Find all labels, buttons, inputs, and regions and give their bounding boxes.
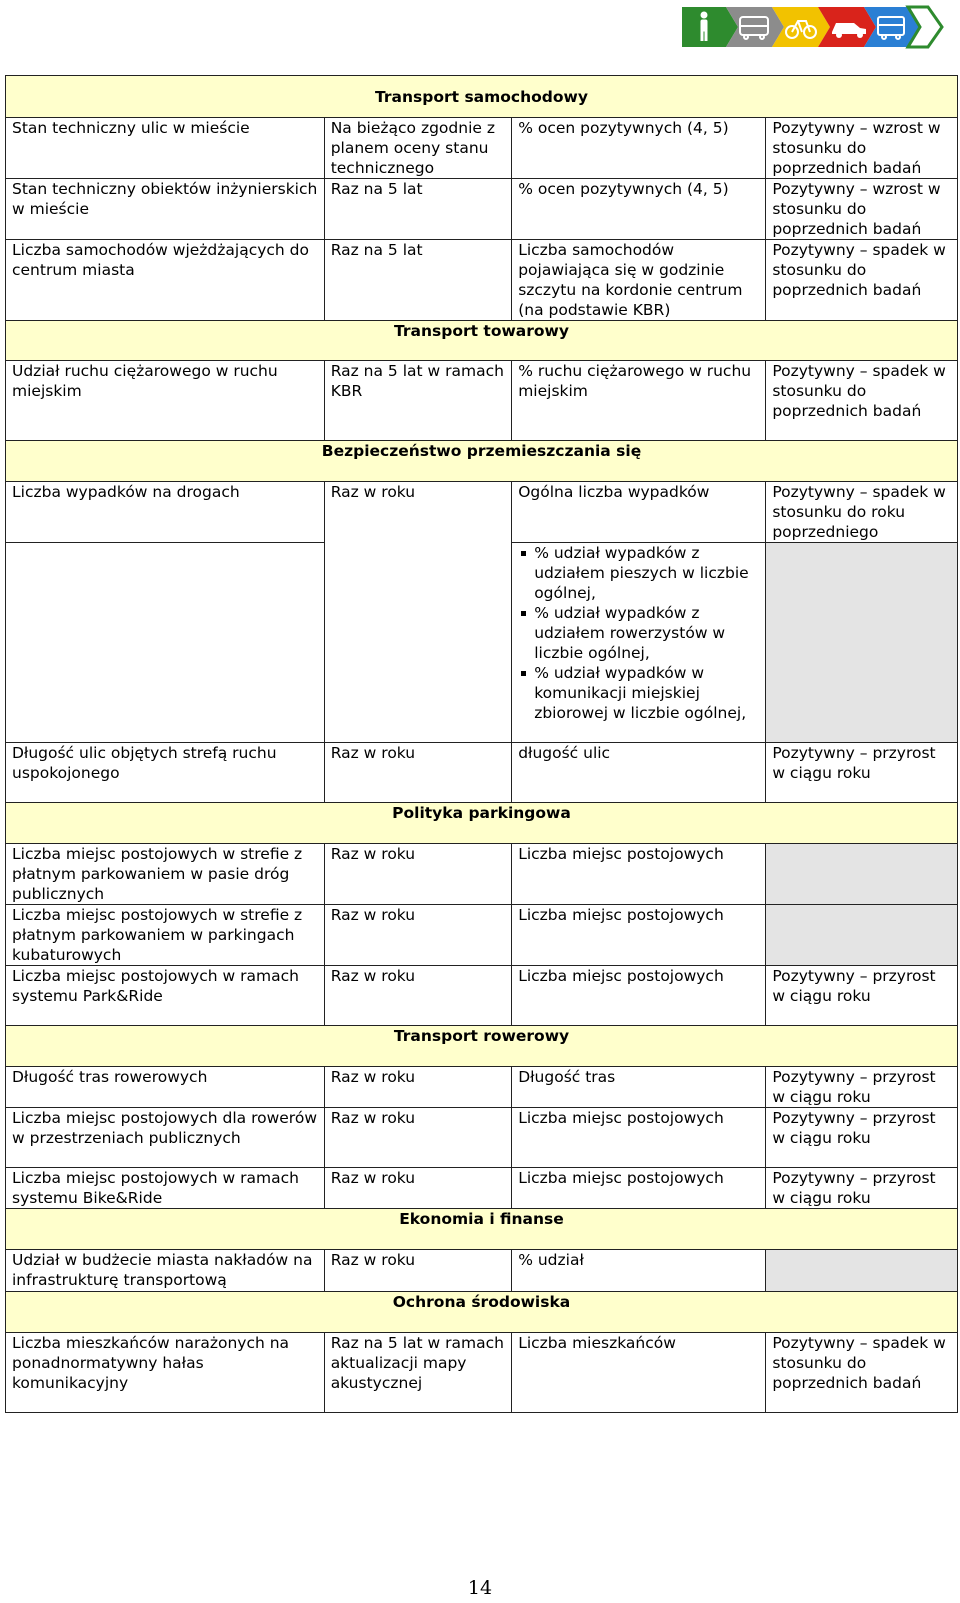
frequency-cell: Raz na 5 lat [324, 240, 512, 321]
trend-cell: Pozytywny – spadek w stosunku do poprzednich badań [766, 240, 958, 321]
accident-share-list [518, 543, 759, 723]
table-row [6, 1250, 958, 1292]
trend-cell: Pozytywny – wzrost w stosunku do poprzednich badań [766, 179, 958, 240]
indicator-cell: Liczba miejsc postojowych w strefie z płatnym parkowaniem w parkingach kubaturowych [6, 905, 325, 966]
measure-cell: Liczba mieszkańców [512, 1333, 766, 1413]
indicator-cell: Liczba miejsc postojowych w strefie z płatnym parkowaniem w pasie dróg publicznych [6, 844, 325, 905]
indicator-cell: Stan techniczny obiektów inżynierskich w mieście [6, 179, 325, 240]
section-header-bike-transport: Transport rowerowy [6, 1026, 958, 1067]
section-header-parking-policy: Polityka parkingowa [6, 803, 958, 844]
table-row [6, 966, 958, 1026]
table-row [6, 905, 958, 966]
indicator-cell: Stan techniczny ulic w mieście [6, 118, 325, 179]
frequency-cell: Raz w roku [324, 743, 512, 803]
table-row [6, 118, 958, 179]
indicator-cell: Liczba miejsc postojowych dla rowerów w przestrzeniach publicznych [6, 1108, 325, 1168]
frequency-cell: Raz w roku [324, 1108, 512, 1168]
table-row [6, 1333, 958, 1413]
table-row [6, 179, 958, 240]
measure-cell: Liczba miejsc postojowych [512, 1108, 766, 1168]
frequency-cell: Raz na 5 lat w ramach aktualizacji mapy akustycznej [324, 1333, 512, 1413]
table-row [6, 1168, 958, 1209]
measure-cell: Liczba miejsc postojowych [512, 905, 766, 966]
frequency-cell: Na bieżąco zgodnie z planem oceny stanu technicznego [324, 118, 512, 179]
measure-cell: Liczba miejsc postojowych [512, 966, 766, 1026]
indicator-cell: Liczba wypadków na drogach [6, 482, 325, 543]
frequency-cell: Raz w roku [324, 482, 512, 743]
measure-cell: % ruchu ciężarowego w ruchu miejskim [512, 361, 766, 441]
table-row [6, 1067, 958, 1108]
page-number: 14 [467, 1577, 493, 1599]
indicators-table [5, 75, 958, 1413]
list-item: % udział wypadków z udziałem rowerzystów w liczbie ogólnej, [534, 603, 759, 663]
frequency-cell: Raz w roku [324, 1250, 512, 1292]
trend-cell: Pozytywny – spadek w stosunku do poprzednich badań [766, 1333, 958, 1413]
frequency-cell: Raz w roku [324, 844, 512, 905]
section-header-environment: Ochrona środowiska [6, 1292, 958, 1333]
measure-cell: Liczba miejsc postojowych [512, 1168, 766, 1209]
frequency-cell: Raz w roku [324, 1067, 512, 1108]
table-row [6, 361, 958, 441]
table-row [6, 844, 958, 905]
list-item: % udział wypadków w komunikacji miejskiej zbiorowej w liczbie ogólnej, [534, 663, 759, 723]
transport-modes-logo [682, 4, 944, 50]
indicator-cell: Udział ruchu ciężarowego w ruchu miejskim [6, 361, 325, 441]
trend-cell: Pozytywny – spadek w stosunku do poprzednich badań [766, 361, 958, 441]
measure-cell: Długość tras [512, 1067, 766, 1108]
trend-cell-empty [766, 1250, 958, 1292]
trend-cell: Pozytywny – wzrost w stosunku do poprzednich badań [766, 118, 958, 179]
trend-cell-empty [766, 905, 958, 966]
indicator-cell: Liczba miejsc postojowych w ramach systemu Bike&Ride [6, 1168, 325, 1209]
table-row [6, 240, 958, 321]
trend-cell-empty [766, 844, 958, 905]
table-row [6, 1108, 958, 1168]
measure-cell: Ogólna liczba wypadków [512, 482, 766, 543]
measure-cell [512, 543, 766, 743]
measure-cell: % ocen pozytywnych (4, 5) [512, 118, 766, 179]
trend-cell: Pozytywny – przyrost w ciągu roku [766, 743, 958, 803]
trend-cell: Pozytywny – przyrost w ciągu roku [766, 966, 958, 1026]
measure-cell: % udział [512, 1250, 766, 1292]
indicator-cell: Długość ulic objętych strefą ruchu uspokojonego [6, 743, 325, 803]
measure-cell: Liczba miejsc postojowych [512, 844, 766, 905]
frequency-cell: Raz na 5 lat w ramach KBR [324, 361, 512, 441]
trend-cell: Pozytywny – przyrost w ciągu roku [766, 1067, 958, 1108]
table-row [6, 743, 958, 803]
trend-cell: Pozytywny – przyrost w ciągu roku [766, 1168, 958, 1209]
indicator-cell: Liczba miejsc postojowych w ramach systemu Park&Ride [6, 966, 325, 1026]
trend-cell: Pozytywny – spadek w stosunku do roku poprzedniego [766, 482, 958, 543]
measure-cell: % ocen pozytywnych (4, 5) [512, 179, 766, 240]
section-header-car-transport: Transport samochodowy [6, 76, 958, 118]
frequency-cell: Raz w roku [324, 966, 512, 1026]
indicator-cell: Udział w budżecie miasta nakładów na infrastrukturę transportową [6, 1250, 325, 1292]
indicator-cell: Liczba mieszkańców narażonych na ponadnormatywny hałas komunikacyjny [6, 1333, 325, 1413]
trend-cell-empty [766, 543, 958, 743]
indicator-cell: Długość tras rowerowych [6, 1067, 325, 1108]
frequency-cell: Raz na 5 lat [324, 179, 512, 240]
frequency-cell: Raz w roku [324, 905, 512, 966]
table-row [6, 482, 958, 543]
measure-cell: Liczba samochodów pojawiająca się w godzinie szczytu na kordonie centrum (na podstawie KBR) [512, 240, 766, 321]
frequency-cell: Raz w roku [324, 1168, 512, 1209]
section-header-safety: Bezpieczeństwo przemieszczania się [6, 441, 958, 482]
indicator-cell: Liczba samochodów wjeżdżających do centrum miasta [6, 240, 325, 321]
section-header-economy: Ekonomia i finanse [6, 1209, 958, 1250]
list-item: % udział wypadków z udziałem pieszych w liczbie ogólnej, [534, 543, 759, 603]
section-header-freight-transport: Transport towarowy [6, 321, 958, 361]
measure-cell: długość ulic [512, 743, 766, 803]
trend-cell: Pozytywny – przyrost w ciągu roku [766, 1108, 958, 1168]
indicator-cell-empty [6, 543, 325, 743]
